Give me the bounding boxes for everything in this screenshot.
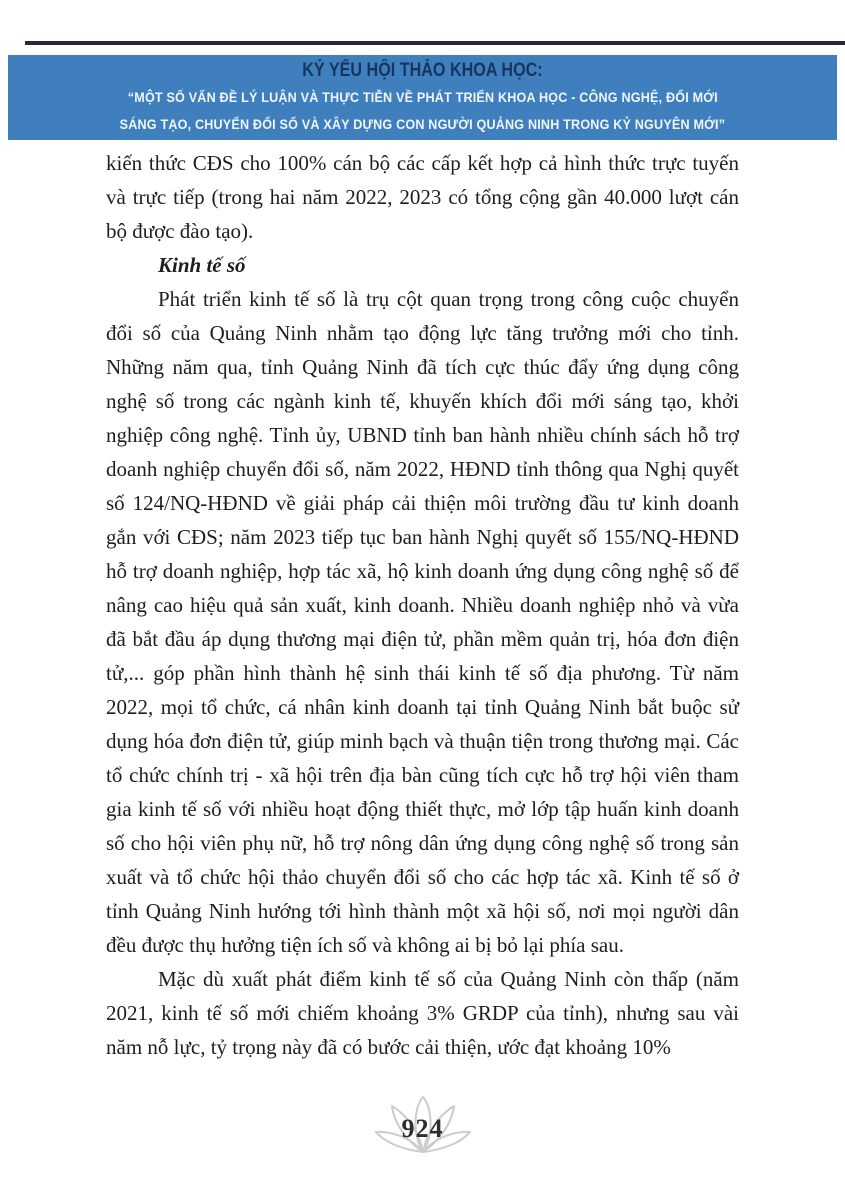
page-number: 924 <box>401 1114 444 1143</box>
paragraph-grdp-share: Mặc dù xuất phát điểm kinh tế số của Quảng Ninh còn thấp (năm 2021, kinh tế số mới chiếm khoảng 3% GRDP của tỉnh), nhưng sau vài năm nỗ lực, tỷ trọng này đã có bước cải thiện, ước đạt khoảng 10% <box>106 967 739 1059</box>
top-border-line <box>25 41 845 45</box>
conference-header-banner <box>8 55 837 140</box>
paragraph-digital-economy: Phát triển kinh tế số là trụ cột quan trọng trong công cuộc chuyển đổi số của Quảng Ninh nhằm tạo động lực tăng trưởng mới cho tỉnh. Những năm qua, tỉnh Quảng Ninh đã tích cực thúc đẩy ứng dụng công nghệ số trong các ngành kinh tế, khuyến khích đổi mới sáng tạo, khởi nghiệp công nghệ. Tỉnh ủy, UBND tỉnh ban hành nhiều chính sách hỗ trợ doanh nghiệp chuyển đổi số, năm 2022, HĐND tỉnh thông qua Nghị quyết số 124/NQ-HĐND về giải pháp cải thiện môi trường đầu tư kinh doanh gắn với CĐS; năm 2023 tiếp tục ban hành Nghị quyết số 155/NQ-HĐND hỗ trợ doanh nghiệp, hợp tác xã, hộ kinh doanh ứng dụng công nghệ số để nâng cao hiệu quả sản xuất, kinh doanh. Nhiều doanh nghiệp nhỏ và vừa đã bắt đầu áp dụng thương mại điện tử, phần mềm quản trị, hóa đơn điện tử,... góp phần hình thành hệ sinh thái kinh tế số địa phương. Từ năm 2022, mọi tổ chức, cá nhân kinh doanh tại tỉnh Quảng Ninh bắt buộc sử dụng hóa đơn điện tử, giúp minh bạch và thuận tiện trong thương mại. Các tổ chức chính trị - xã hội trên địa bàn cũng tích cực hỗ trợ hội viên tham gia kinh tế số với nhiều hoạt động thiết thực, mở lớp tập huấn kinh doanh số cho hội viên phụ nữ, hỗ trợ nông dân ứng dụng công nghệ số trong sản xuất và tổ chức hội thảo chuyển đổi số cho các hợp tác xã. Kinh tế số ở tỉnh Quảng Ninh hướng tới hình thành một xã hội số, nơi mọi người dân đều được thụ hưởng tiện ích số và không ai bị bỏ lại phía sau. <box>106 287 739 957</box>
section-heading-kinh-te-so: Kinh tế số <box>158 253 246 277</box>
proceedings-title: KỶ YẾU HỘI THẢO KHOA HỌC: <box>302 60 543 81</box>
conference-theme-line-1: “MỘT SỐ VẤN ĐỀ LÝ LUẬN VÀ THỰC TIỄN VỀ PHÁT TRIỂN KHOA HỌC - CÔNG NGHỆ, ĐỔI MỚI <box>127 89 718 105</box>
conference-theme-line-2: SÁNG TẠO, CHUYỂN ĐỔI SỐ VÀ XÂY DỰNG CON NGƯỜI QUẢNG NINH TRONG KỶ NGUYÊN MỚI” <box>119 116 726 132</box>
page-body <box>106 146 739 1064</box>
page-number-ornament <box>358 1096 488 1156</box>
page-footer <box>0 1096 845 1160</box>
paragraph-training-continuation: kiến thức CĐS cho 100% cán bộ các cấp kết hợp cả hình thức trực tuyến và trực tiếp (trong hai năm 2022, 2023 có tổng cộng gần 40.000 lượt cán bộ được đào tạo). <box>106 151 739 243</box>
